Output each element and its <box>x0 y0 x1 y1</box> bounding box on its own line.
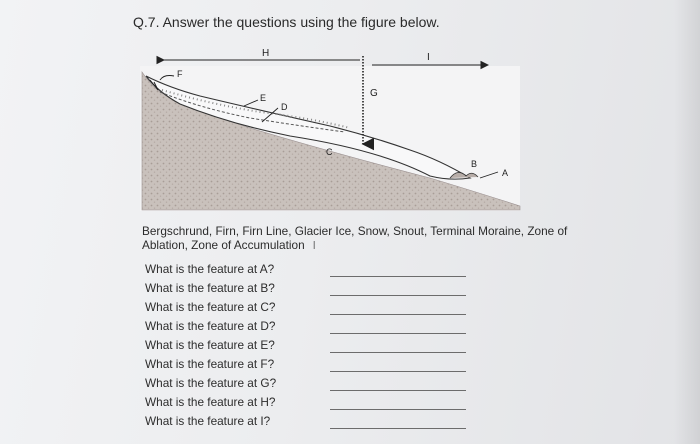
term-list: Bergschrund, Firn, Firn Line, Glacier Ice, Snow, Snout, Terminal Moraine, Zone of Ablation, Zone of Accumulation <box>142 224 568 252</box>
label-e: E <box>260 93 267 103</box>
answer-line[interactable] <box>330 409 466 410</box>
question-row-h <box>145 395 475 414</box>
page-edge-shadow <box>674 0 700 444</box>
answer-line[interactable] <box>330 390 466 391</box>
label-d: D <box>281 102 288 112</box>
question-row-f <box>145 357 475 376</box>
question-row-g <box>145 376 475 395</box>
question-row-i <box>145 414 475 433</box>
answer-line[interactable] <box>330 428 466 429</box>
question-text: What is the feature at C? <box>145 300 276 314</box>
question-text: What is the feature at H? <box>145 395 276 409</box>
label-b: B <box>471 159 478 169</box>
question-text: What is the feature at D? <box>145 319 276 333</box>
answer-line[interactable] <box>330 314 466 315</box>
answer-line[interactable] <box>330 352 466 353</box>
label-c: C <box>326 147 333 157</box>
label-i: I <box>427 52 430 63</box>
question-row-a <box>145 262 475 281</box>
text-cursor-icon: I <box>312 239 316 252</box>
question-text: What is the feature at B? <box>145 281 275 295</box>
question-text: What is the feature at I? <box>145 414 271 428</box>
question-text: What is the feature at A? <box>145 262 275 276</box>
question-text: What is the feature at E? <box>145 338 275 352</box>
question-row-b <box>145 281 475 300</box>
question-text: What is the feature at G? <box>145 376 277 390</box>
question-row-e <box>145 338 475 357</box>
label-f: F <box>177 69 183 79</box>
question-row-d <box>145 319 475 338</box>
label-h: H <box>262 48 270 59</box>
label-a: A <box>502 168 509 178</box>
answer-line[interactable] <box>330 295 466 296</box>
label-g: G <box>370 88 378 99</box>
question-row-c <box>145 300 475 319</box>
question-title: Q.7. Answer the questions using the figure below. <box>133 14 440 30</box>
term-bank <box>142 224 582 253</box>
answer-line[interactable] <box>330 276 466 277</box>
answer-line[interactable] <box>330 333 466 334</box>
answer-line[interactable] <box>330 371 466 372</box>
question-text: What is the feature at F? <box>145 357 275 371</box>
